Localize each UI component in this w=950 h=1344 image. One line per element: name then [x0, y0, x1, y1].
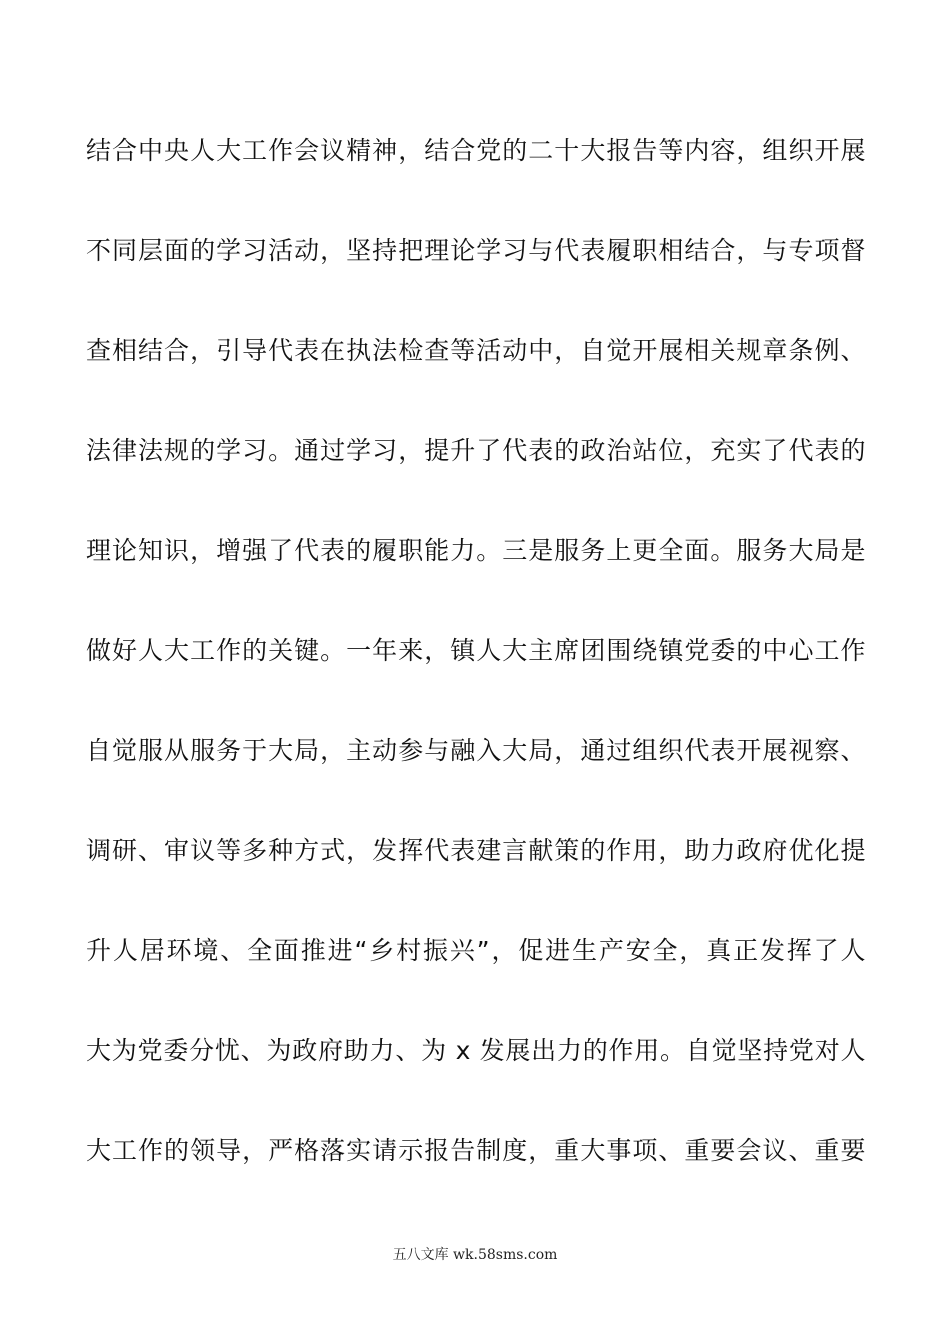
text-line: 自觉服从服务于大局，主动参与融入大局，通过组织代表开展视察、 — [86, 736, 866, 765]
text-line: 理论知识，增强了代表的履职能力。三是服务上更全面。服务大局是 — [86, 536, 866, 565]
text-line: 升人居环境、全面推进“乡村振兴”，促进生产安全，真正发挥了人 — [86, 936, 866, 965]
document-body — [86, 121, 866, 1221]
text-line: 结合中央人大工作会议精神，结合党的二十大报告等内容，组织开展 — [86, 136, 866, 165]
text-line: 大工作的领导，严格落实请示报告制度，重大事项、重要会议、重要 — [86, 1136, 866, 1165]
text-line: 法律法规的学习。通过学习，提升了代表的政治站位，充实了代表的 — [86, 436, 866, 465]
page-footer: 五八文库 wk.58sms.com — [392, 1247, 558, 1263]
text-line: 调研、审议等多种方式，发挥代表建言献策的作用，助力政府优化提 — [86, 836, 866, 865]
text-line: 大为党委分忧、为政府助力、为 x 发展出力的作用。自觉坚持党对人 — [86, 1036, 866, 1065]
text-line: 查相结合，引导代表在执法检查等活动中，自觉开展相关规章条例、 — [86, 336, 866, 365]
text-line: 做好人大工作的关键。一年来，镇人大主席团围绕镇党委的中心工作 — [86, 636, 866, 665]
text-line: 不同层面的学习活动，坚持把理论学习与代表履职相结合，与专项督 — [86, 236, 866, 265]
